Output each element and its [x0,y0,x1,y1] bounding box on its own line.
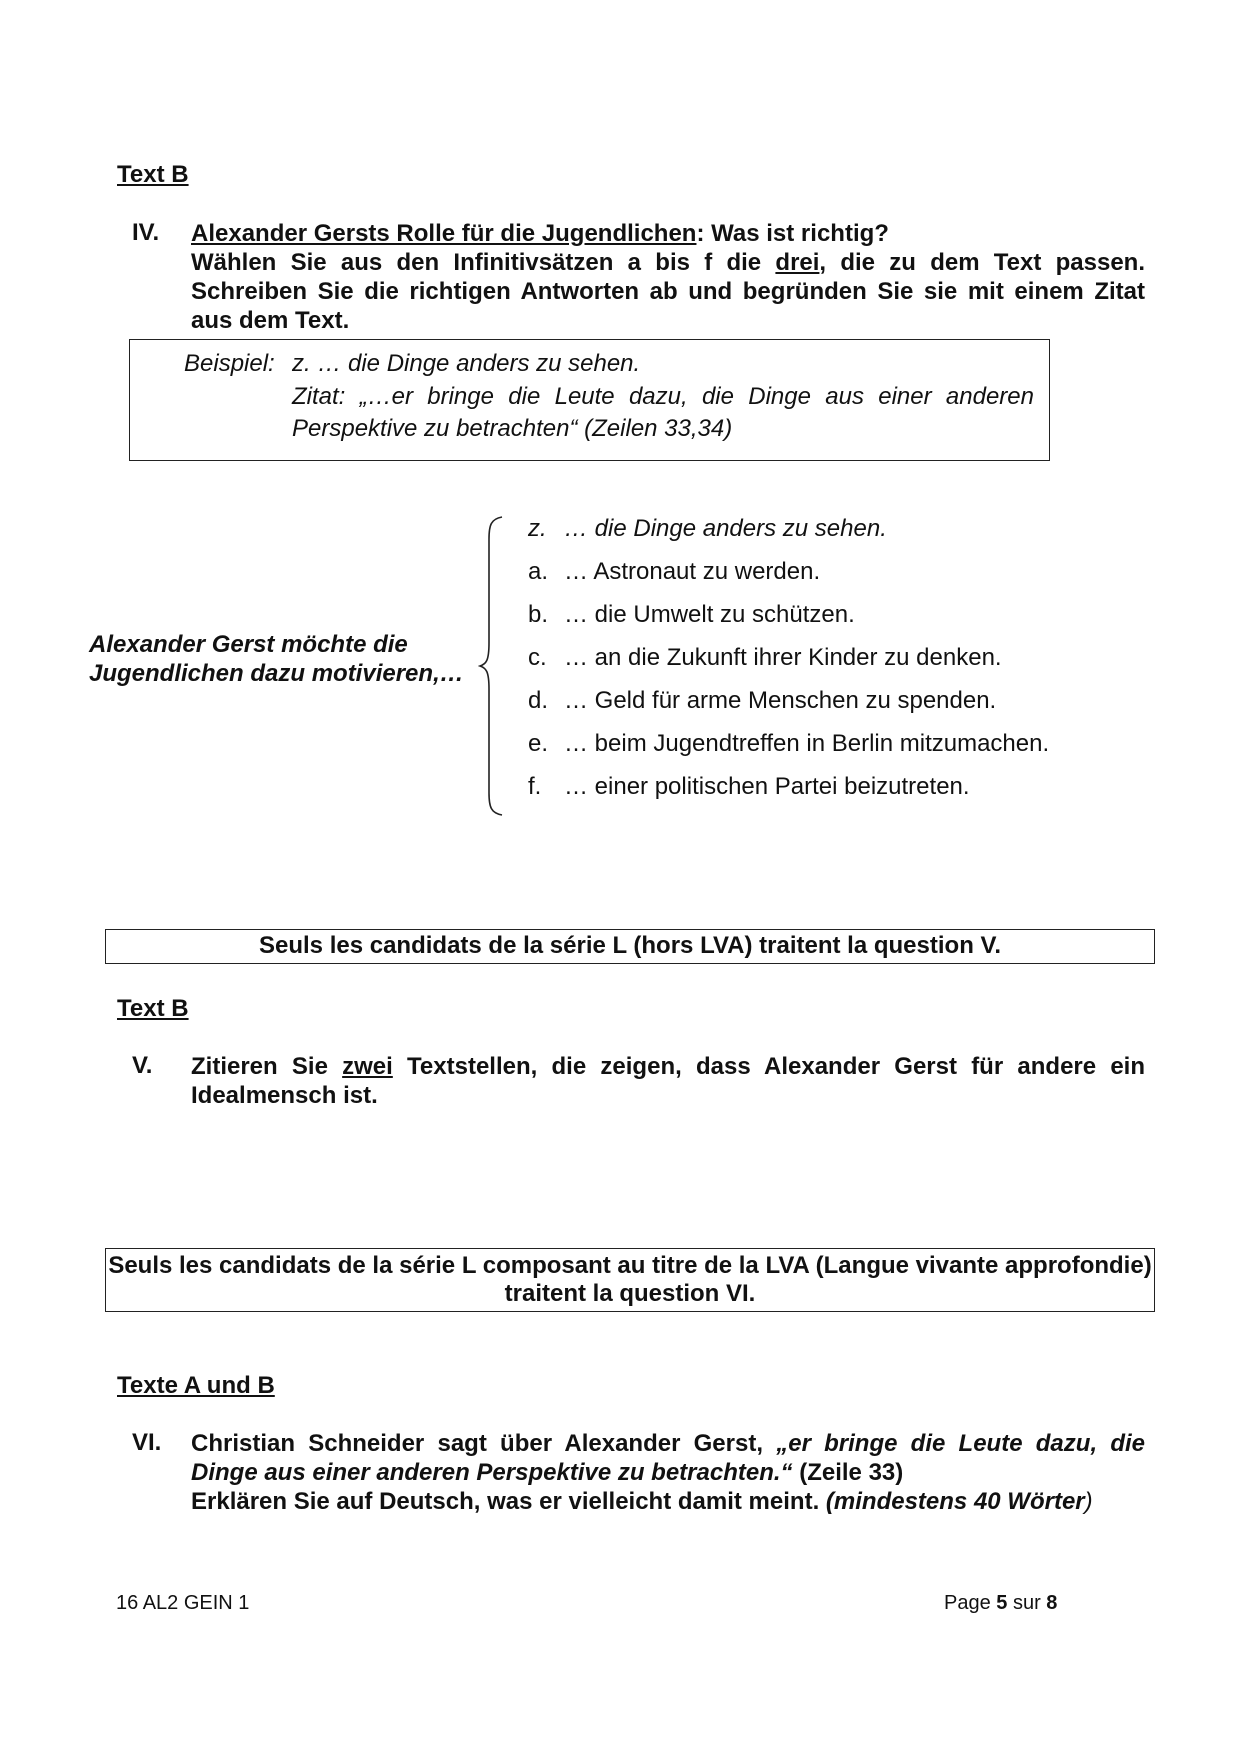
question-iv-instruction-pre: Wählen Sie aus den Infinitivsätzen a bis f die [191,249,776,276]
option-text: … Astronaut zu werden. [564,558,821,585]
footer-exam-code: 16 AL2 GEIN 1 [116,1592,250,1614]
option-item [528,601,855,629]
question-vi-min-words: (mindestens 40 Wörter [825,1488,1085,1515]
option-item [528,687,996,715]
option-text: … an die Zukunft ihrer Kinder zu denken. [564,644,1002,671]
question-number-v: V. [132,1052,153,1079]
question-v-text-post: Textstellen, die zeigen, dass Alexander Gerst für andere ein Idealmensch ist. [191,1053,1145,1109]
question-v-emphasis: zwei [342,1053,393,1080]
question-number-iv: IV. [132,219,160,246]
notice-series-l-lva: Seuls les candidats de la série L composant au titre de la LVA (Langue vivante approfondie) traitent la question VI. [105,1248,1155,1312]
option-letter: c. [528,644,547,671]
option-letter: z. [528,515,547,542]
section-heading-text-b-1: Text B [117,161,189,188]
question-iv-text [191,219,1145,335]
question-number-vi: VI. [132,1429,162,1456]
section-heading-texte-a-b: Texte A und B [117,1372,275,1399]
example-quote: Zitat: „…er bringe die Leute dazu, die Dinge aus einer anderen Perspektive zu betrachten“ (Zeilen 33,34) [292,383,1034,442]
option-item [528,558,820,586]
option-text: … beim Jugendtreffen in Berlin mitzumachen. [564,730,1050,757]
notice-series-l: Seuls les candidats de la série L (hors LVA) traitent la question V. [105,929,1155,964]
question-vi-text-pre: Christian Schneider sagt über Alexander Gerst, [191,1430,777,1457]
option-text: … Geld für arme Menschen zu spenden. [564,687,997,714]
question-vi-line-ref: (Zeile 33) [792,1459,904,1486]
example-label: Beispiel: [184,350,275,377]
option-item [528,730,1049,758]
option-letter: d. [528,687,549,714]
question-iv-instruction-post: , die zu dem Text passen. Schreiben Sie die richtigen Antworten ab und begründen Sie sie mit einem Zitat aus dem Text. [191,249,1145,334]
curly-brace [478,515,518,817]
option-text: … die Umwelt zu schützen. [564,601,855,628]
option-item [528,515,887,543]
options-stem: Alexander Gerst möchte die Jugendlichen dazu motivieren,… [89,631,464,687]
footer-current-page: 5 [996,1592,1008,1614]
question-vi-instruction: Erklären Sie auf Deutsch, was er vielleicht damit meint. [191,1488,826,1515]
question-vi-quote: „er bringe die Leute dazu, die Dinge aus einer anderen Perspektive zu betrachten.“ [191,1430,1145,1486]
question-iv-title: Alexander Gersts Rolle für die Jugendlichen [191,220,697,247]
option-letter: e. [528,730,549,757]
option-letter: f. [528,773,542,800]
footer-page-word: Page [944,1592,997,1614]
option-text: … einer politischen Partei beizutreten. [564,773,970,800]
question-vi-text [191,1429,1145,1516]
option-item [528,773,970,801]
question-v-text [191,1052,1145,1110]
question-vi-close-paren: ) [1084,1488,1093,1515]
example-answer: z. … die Dinge anders zu sehen. [292,350,641,377]
option-item [528,644,1002,672]
section-heading-text-b-2: Text B [117,995,189,1022]
footer-page-number [944,1592,1057,1615]
option-letter: b. [528,601,549,628]
question-iv-question: : Was ist richtig? [696,220,889,247]
footer-total-pages: 8 [1046,1592,1058,1614]
option-letter: a. [528,558,549,585]
question-iv-instruction-emphasis: drei [775,249,820,276]
footer-sur: sur [1007,1592,1047,1614]
option-text: … die Dinge anders zu sehen. [564,515,887,542]
question-v-text-pre: Zitieren Sie [191,1053,343,1080]
